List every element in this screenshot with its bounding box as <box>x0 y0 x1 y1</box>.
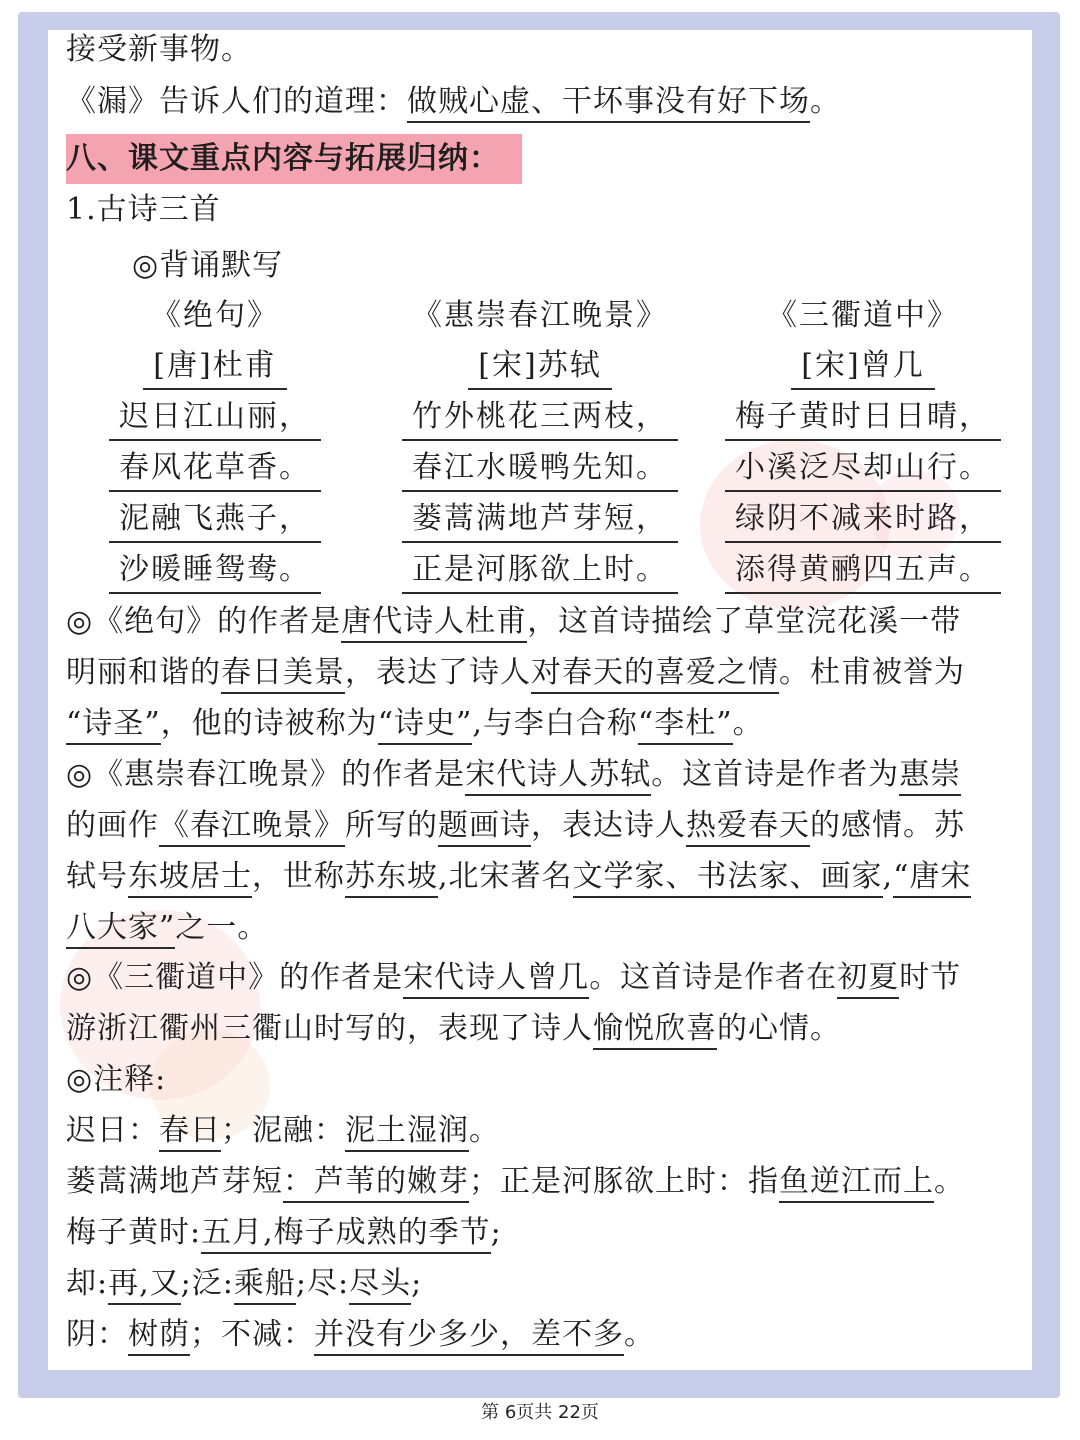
text-span: “诗圣” <box>66 706 161 745</box>
text-span: ，这首诗描绘了草堂浣花溪一带 <box>527 604 962 639</box>
poem-line: 竹外桃花三两枝， <box>402 397 678 441</box>
annotation-row <box>66 1162 1026 1202</box>
annotations-label: ◎注释: <box>66 1062 167 1097</box>
subsection-title: 1.古诗三首 <box>66 192 221 227</box>
text-span: 春日美景 <box>221 655 345 694</box>
note-paragraph-line <box>66 755 1026 795</box>
text-span: 之一。 <box>175 910 269 945</box>
note-paragraph-line <box>66 602 1026 642</box>
text-span: ；不减： <box>190 1317 314 1352</box>
text-span: 。 <box>624 1317 655 1352</box>
text-span: 热爱春天 <box>686 808 810 847</box>
annotation-row <box>66 1111 1026 1151</box>
text-span: “唐宋 <box>893 859 971 898</box>
poem-column-3 <box>718 296 1008 596</box>
text-span: ◎《惠崇春江晚景》的作者是 <box>66 757 466 792</box>
recite-label: ◎背诵默写 <box>132 248 284 283</box>
note-paragraph-line <box>66 653 1026 693</box>
text-span: 《春江晚景》 <box>159 808 345 847</box>
poem-line: 蒌蒿满地芦芽短， <box>402 499 678 543</box>
annotation-row <box>66 1213 1026 1253</box>
text-span: ◎《三衢道中》的作者是 <box>66 960 404 995</box>
text-span: ；正是河豚欲上时：指 <box>469 1164 779 1199</box>
text-span: ，表达诗人 <box>531 808 686 843</box>
text-span: 所写的 <box>345 808 438 843</box>
text-span: 宋代诗人曾几 <box>403 960 589 999</box>
poem-line: 绿阴不减来时路， <box>725 499 1001 543</box>
poem-author: [唐]杜甫 <box>143 346 286 390</box>
moral-prefix: 《漏》告诉人们的道理： <box>66 84 407 119</box>
text-span: 。 <box>732 706 764 741</box>
text-span: 题画诗 <box>438 808 531 847</box>
text-span: 蒌蒿满地芦芽短 <box>66 1164 283 1199</box>
text-span: ; <box>411 1266 423 1301</box>
text-span: 。 <box>469 1113 500 1148</box>
text-span: 对春天的喜爱之情 <box>531 655 779 694</box>
text-span: 唐代诗人杜甫 <box>341 604 527 643</box>
text-span: 鱼逆江而上 <box>779 1164 934 1203</box>
text-span: ，表达了诗人 <box>345 655 531 690</box>
text-span: 梅子黄时: <box>66 1215 202 1250</box>
text-span: 迟日： <box>66 1113 159 1148</box>
poem-title: 《绝句》 <box>151 298 279 333</box>
poem-line: 梅子黄时日日晴， <box>725 397 1001 441</box>
text-span: 树荫 <box>128 1317 190 1356</box>
text-span: 尽头 <box>349 1266 411 1305</box>
text-span: ;泛: <box>180 1266 234 1301</box>
moral-suffix: 。 <box>810 84 841 119</box>
text-span: 惠崇 <box>899 757 961 796</box>
text-span: 乘船 <box>234 1266 296 1305</box>
text-span: 的心情。 <box>717 1011 841 1046</box>
text-span: 时节 <box>899 960 962 995</box>
text-span: 。这首诗是作者为 <box>651 757 900 792</box>
text-span: ◎《绝句》的作者是 <box>66 604 342 639</box>
section-heading: 八、课文重点内容与拓展归纳： <box>66 141 500 176</box>
text-span: “李杜” <box>638 706 733 745</box>
poem-line: 泥融飞燕子， <box>109 499 321 543</box>
text-span: ,北宋著名 <box>438 859 573 894</box>
note-paragraph-line <box>66 806 1026 846</box>
text-span: 明丽和谐的 <box>66 655 221 690</box>
poem-line: 春风花草香。 <box>109 448 321 492</box>
poem-column-1 <box>100 296 330 596</box>
text-span: 的感情。苏 <box>810 808 965 843</box>
text-span: 。这首诗是作者在 <box>589 960 838 995</box>
text-span: 并没有少多少，差不多 <box>314 1317 624 1356</box>
moral-answer: 做贼心虚、干坏事没有好下场 <box>407 84 810 123</box>
text-span: 宋代诗人苏轼 <box>465 757 651 796</box>
annotation-row <box>66 1315 1026 1355</box>
note-paragraph-line <box>66 1009 1026 1049</box>
poem-line: 春江水暖鸭先知。 <box>402 448 678 492</box>
text-span: 苏东坡 <box>345 859 438 898</box>
note-paragraph-line <box>66 908 1026 948</box>
text-span: 游浙江衢州三衢山时写的，表现了诗人 <box>66 1011 593 1046</box>
text-span: 文学家、书法家、画家 <box>573 859 883 898</box>
poem-line: 添得黄鹂四五声。 <box>725 550 1001 594</box>
text-span: 春日 <box>159 1113 221 1152</box>
text-span: , <box>882 859 894 894</box>
text-span: 东坡居士 <box>128 859 252 898</box>
text-span: ,与李白合称 <box>472 706 638 741</box>
text-span: “诗史” <box>378 706 473 745</box>
text-span: 的画作 <box>66 808 159 843</box>
annotation-row <box>66 1264 1026 1304</box>
text-span: ; <box>490 1215 502 1250</box>
intro-text: 接受新事物。 <box>66 32 252 67</box>
text-span: 阴： <box>66 1317 128 1352</box>
text-span: ，他的诗被称为 <box>160 706 378 741</box>
text-span: 再,又 <box>108 1266 181 1305</box>
text-span: 轼号 <box>66 859 128 894</box>
text-span: 八大家” <box>66 910 175 949</box>
intro-line <box>66 30 1026 70</box>
poem-line: 沙暖睡鸳鸯。 <box>109 550 321 594</box>
text-span: ：芦苇的嫩芽 <box>283 1164 469 1203</box>
text-span: 初夏 <box>837 960 899 999</box>
poem-author: [宋]曾几 <box>791 346 934 390</box>
text-span: 却: <box>66 1266 109 1301</box>
page-number: 第 6页共 22页 <box>481 1402 599 1423</box>
poem-author: [宋]苏轼 <box>468 346 611 390</box>
poem-line: 迟日江山丽， <box>109 397 321 441</box>
poem-column-2 <box>395 296 685 596</box>
text-span: ，世称 <box>252 859 345 894</box>
note-paragraph-line <box>66 857 1026 897</box>
poem-title: 《三衢道中》 <box>767 298 959 333</box>
poem-line: 正是河豚欲上时。 <box>402 550 678 594</box>
poem-line: 小溪泛尽却山行。 <box>725 448 1001 492</box>
poem-title: 《惠崇春江晚景》 <box>412 298 668 333</box>
text-span: ；泥融： <box>221 1113 345 1148</box>
note-paragraph-line <box>66 958 1026 998</box>
note-paragraph-line <box>66 704 1026 744</box>
text-span: 泥土湿润 <box>345 1113 469 1152</box>
intro-moral-line <box>66 82 1026 122</box>
text-span: 。 <box>934 1164 965 1199</box>
text-span: ;尽: <box>295 1266 350 1301</box>
text-span: 五月,梅子成熟的季节 <box>201 1215 491 1254</box>
text-span: 愉悦欣喜 <box>593 1011 717 1050</box>
text-span: 。杜甫被誉为 <box>779 655 965 690</box>
